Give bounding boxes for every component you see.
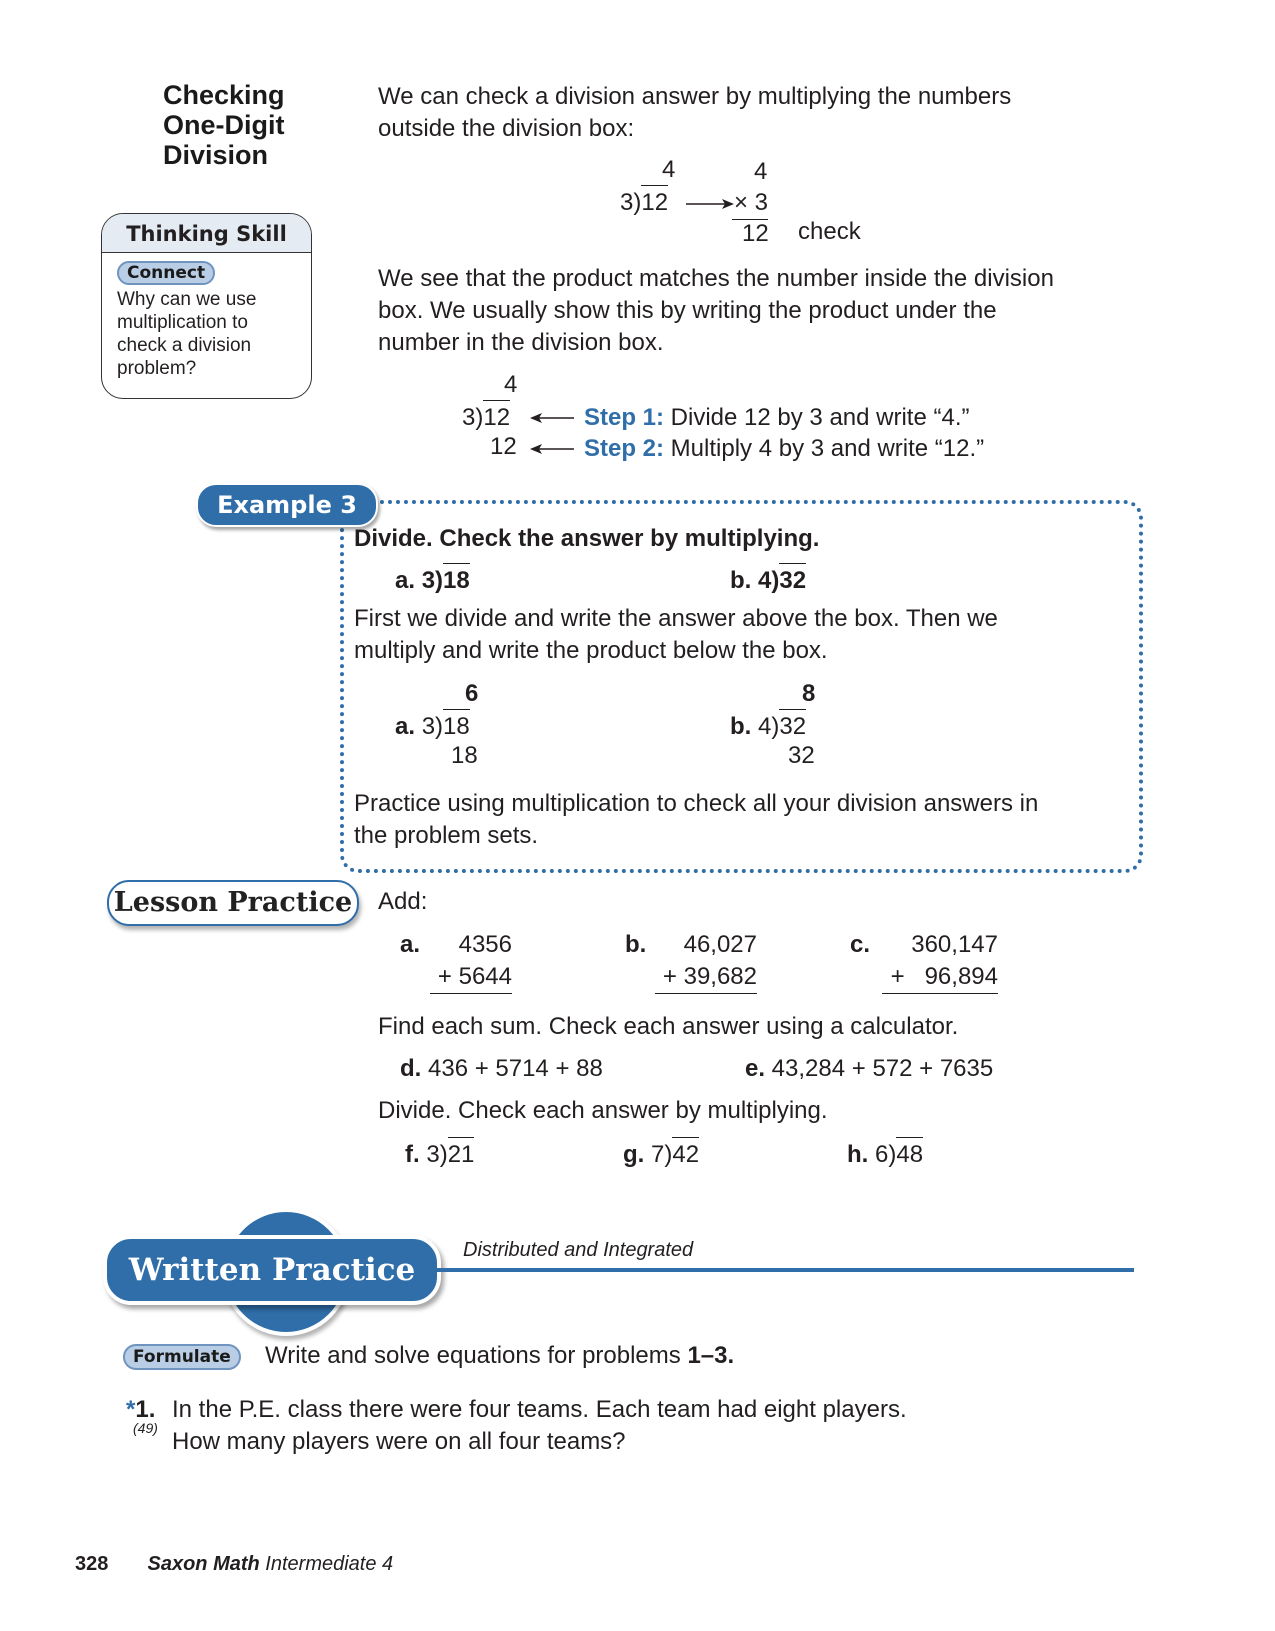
example-problem-b	[730, 563, 806, 597]
divisor: 3	[620, 189, 634, 216]
quotient: 4	[662, 156, 676, 183]
section-divider	[434, 1268, 1134, 1272]
step-1	[584, 402, 970, 434]
lesson-reference: (49)	[133, 1420, 158, 1436]
division-problem	[620, 185, 668, 219]
dividend: 18	[443, 563, 470, 597]
divisor: 3	[426, 1141, 440, 1168]
thinking-skill-header: Thinking Skill	[102, 214, 311, 253]
problem-letter: c.	[850, 931, 871, 958]
text-line: How many players were on all four teams?	[172, 1428, 626, 1455]
expression: 43,284 + 572 + 7635	[765, 1055, 994, 1082]
problem-letter: d.	[400, 1055, 422, 1082]
thinking-skill-box	[101, 213, 312, 399]
divide-problem-h	[847, 1137, 923, 1171]
text-line: We see that the product matches the number inside the division	[378, 265, 1054, 292]
division-bracket-icon: )	[633, 189, 642, 216]
problem-letter: a.	[395, 713, 416, 740]
quotient: 6	[465, 680, 479, 707]
left-arrow-icon	[530, 443, 574, 455]
dividend: 42	[672, 1137, 699, 1171]
text-line: the problem sets.	[354, 822, 539, 849]
intro-paragraph	[378, 81, 1011, 145]
solved-problem-a	[395, 678, 505, 778]
division-problem	[462, 400, 510, 434]
dividend: 21	[448, 1137, 475, 1171]
dividend: 32	[779, 709, 806, 743]
product: 12	[742, 220, 769, 247]
book-brand: Saxon Math	[147, 1553, 260, 1575]
step-text: Multiply 4 by 3 and write “12.”	[664, 435, 985, 462]
factor: × 3	[732, 187, 768, 220]
formulate-tag: Formulate	[123, 1344, 241, 1370]
instruction-text: Write and solve equations for problems	[265, 1342, 688, 1369]
dividend: 32	[779, 563, 806, 597]
page-footer	[75, 1551, 393, 1577]
left-arrow-icon	[530, 412, 574, 424]
product: 18	[451, 742, 478, 769]
divisor: 3	[421, 567, 436, 594]
division-bracket-icon: )	[771, 713, 780, 740]
add-label: Add:	[378, 888, 428, 915]
division-steps-example	[462, 369, 1042, 469]
example-badge: Example 3	[196, 483, 378, 527]
text-line: In the P.E. class there were four teams. Each team had eight players.	[172, 1396, 907, 1423]
example-prompt: Divide. Check the answer by multiplying.	[354, 525, 820, 552]
problem-1-text	[172, 1394, 907, 1458]
problem-letter: g.	[623, 1141, 645, 1168]
divide-label: Divide. Check each answer by multiplying.	[378, 1097, 828, 1124]
text-line: First we divide and write the answer above the box. Then we	[354, 605, 998, 632]
sum-problem-e	[745, 1053, 993, 1085]
divisor: 4	[758, 713, 772, 740]
division-bracket-icon: )	[435, 713, 444, 740]
addend: 4356	[458, 931, 512, 958]
division-bracket-icon: )	[475, 404, 484, 431]
text-line: Practice using multiplication to check all your division answers in	[354, 790, 1039, 817]
problem-letter: b.	[730, 567, 752, 594]
division-bracket-icon: )	[771, 567, 780, 594]
quotient: 4	[504, 371, 518, 398]
problem-range: 1–3.	[687, 1342, 735, 1369]
text-line: number in the division box.	[378, 329, 664, 356]
page-number: 328	[75, 1553, 109, 1575]
step-label: Step 2:	[584, 435, 665, 462]
division-bracket-icon: )	[435, 567, 444, 594]
problem-letter: b.	[730, 713, 752, 740]
addend: + 96,894	[882, 961, 998, 994]
problem-letter: a.	[395, 567, 416, 594]
formulate-instruction	[265, 1340, 734, 1372]
problem-letter: a.	[400, 931, 421, 958]
dividend: 12	[483, 400, 510, 434]
divisor: 6	[875, 1141, 889, 1168]
text-line: We can check a division answer by multiplying the numbers	[378, 83, 1012, 110]
addend: 46,027	[683, 931, 757, 958]
check-label: check	[798, 218, 861, 245]
expression: 436 + 5714 + 88	[421, 1055, 603, 1082]
lesson-title-line: One-Digit	[163, 110, 285, 140]
addend: 360,147	[911, 931, 998, 958]
solved-problem-b	[730, 678, 840, 778]
problem-letter: f.	[405, 1141, 420, 1168]
lesson-title-line: Division	[163, 140, 269, 170]
quotient: 8	[802, 680, 816, 707]
product: 12	[490, 433, 517, 460]
divide-problem-g	[623, 1137, 699, 1171]
example-closing	[354, 788, 1038, 852]
dividend: 48	[896, 1137, 923, 1171]
divide-problem-f	[405, 1137, 474, 1171]
divisor: 3	[462, 404, 476, 431]
sum-problem-d	[400, 1053, 603, 1085]
division-check-example	[620, 154, 920, 254]
dividend: 12	[641, 185, 668, 219]
connect-tag: Connect	[117, 261, 215, 285]
addend: + 5644	[430, 961, 512, 994]
problem-letter: b.	[625, 931, 647, 958]
lesson-practice-badge: Lesson Practice	[107, 880, 359, 926]
division-bracket-icon: )	[439, 1141, 448, 1168]
step-label: Step 1:	[584, 404, 665, 431]
problem-letter: e.	[745, 1055, 766, 1082]
divisor: 3	[421, 713, 436, 740]
sum-label: Find each sum. Check each answer using a calculator.	[378, 1013, 959, 1040]
explain-paragraph	[378, 263, 1054, 359]
lesson-title	[163, 80, 285, 170]
step-2	[584, 433, 984, 465]
problem-letter: h.	[847, 1141, 869, 1168]
step-text: Divide 12 by 3 and write “4.”	[664, 404, 970, 431]
text-line: multiply and write the product below the box.	[354, 637, 828, 664]
text-line: outside the division box:	[378, 115, 635, 142]
lesson-title-line: Checking	[163, 80, 285, 110]
division-bracket-icon: )	[664, 1141, 673, 1168]
example-explain	[354, 603, 998, 667]
written-practice-badge: Written Practice	[103, 1235, 441, 1305]
division-bracket-icon: )	[888, 1141, 897, 1168]
star-icon: *	[126, 1396, 136, 1423]
dividend: 18	[443, 709, 470, 743]
example-problem-a	[395, 563, 470, 597]
addend: + 39,682	[655, 961, 757, 994]
problem-number: 1.	[135, 1396, 156, 1423]
text-line: box. We usually show this by writing the product under the	[378, 297, 997, 324]
book-title: Intermediate 4	[259, 1553, 394, 1575]
written-practice-subtitle: Distributed and Integrated	[463, 1239, 694, 1261]
divisor: 4	[758, 567, 772, 594]
product: 32	[788, 742, 815, 769]
right-arrow-icon	[686, 198, 734, 210]
thinking-skill-question: Why can we use multiplication to check a division problem?	[117, 289, 257, 379]
factor: 4	[754, 158, 768, 185]
divisor: 7	[651, 1141, 665, 1168]
